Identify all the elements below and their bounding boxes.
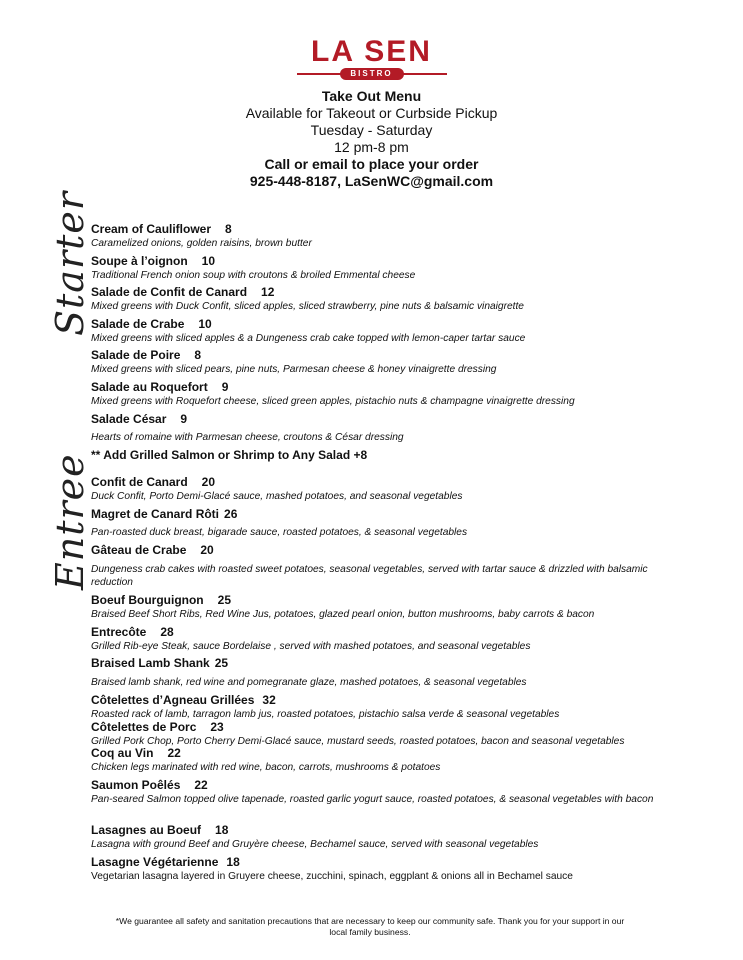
menu-item [91,412,711,444]
item-desc: Duck Confit, Porto Demi-Glacé sauce, mashed potatoes, and seasonal vegetables [91,491,463,502]
menu-item [91,625,711,653]
item-desc: Dungeness crab cakes with roasted sweet potatoes, seasonal vegetables, served with tartar sauce & drizzled with balsamic reduction [91,564,648,588]
item-price: 32 [262,693,276,707]
item-name: Confit de Canard [91,475,188,489]
menu-item [91,475,711,503]
safety-footnote: *We guarantee all safety and sanitation precautions that are necessary to keep our community safe. Thank you for your support in our local family business. [115,916,625,937]
item-name: Salade de Poire [91,348,181,362]
item-desc: Caramelized onions, golden raisins, brown butter [91,238,312,249]
menu-item [91,317,711,345]
item-desc: Braised Beef Short Ribs, Red Wine Jus, potatoes, glazed pearl onion, button mushrooms, baby carrots & bacon [91,609,595,620]
item-price: 8 [194,348,202,362]
item-price: 25 [217,593,231,607]
menu-item [91,656,711,689]
item-name: Saumon Poêlés [91,778,181,792]
starter-section-title: Starter [48,190,92,336]
item-desc: Hearts of romaine with Parmesan cheese, croutons & César dressing [91,432,404,443]
item-name: Soupe à l’oignon [91,254,188,268]
item-price: 10 [198,317,212,331]
item-name: Coq au Vin [91,746,154,760]
menu-item [91,380,711,408]
logo-sub: BISTRO [340,68,404,80]
menu-item [91,720,711,748]
entree-section-title: Entree [48,453,92,590]
item-price: 18 [226,855,240,869]
item-price: 9 [180,412,188,426]
item-price: 26 [224,507,238,521]
item-name: Côtelettes d’Agneau Grillées [91,693,255,707]
item-name: Boeuf Bourguignon [91,593,204,607]
item-price: 20 [200,543,214,557]
item-desc: Mixed greens with Roquefort cheese, sliced green apples, pistachio nuts & champagne vinaigrette dressing [91,396,575,407]
item-name: Lasagnes au Boeuf [91,823,202,837]
item-price: 28 [160,625,174,639]
item-desc: Braised lamb shank, red wine and pomegranate glaze, mashed potatoes, & seasonal vegetables [91,677,527,688]
item-name: Côtelettes de Porc [91,720,197,734]
item-desc: Pan-seared Salmon topped olive tapenade, roasted garlic yogurt sauce, roasted potatoes, & seasonal vegetables with bacon [91,794,654,805]
item-price: 23 [210,720,224,734]
item-price: 18 [215,823,229,837]
call-line: Call or email to place your order [264,156,479,172]
item-price: 9 [221,380,229,394]
item-name: Cream of Cauliflower [91,222,212,236]
item-desc: Mixed greens with sliced apples & a Dungeness crab cake topped with lemon-caper tartar sauce [91,333,526,344]
item-desc: Mixed greens with sliced pears, pine nuts, Parmesan cheese & honey vinaigrette dressing [91,364,497,375]
menu-item [91,746,711,774]
hours-line: 12 pm-8 pm [334,139,409,155]
item-price: 12 [261,285,275,299]
item-name: Salade de Crabe [91,317,185,331]
salad-addon-note: ** Add Grilled Salmon or Shrimp to Any Salad +8 [91,448,368,462]
item-desc: Grilled Pork Chop, Porto Cherry Demi-Glacé sauce, mustard seeds, roasted potatoes, bacon and seasonal vegetables [91,736,625,747]
menu-item [91,348,711,376]
item-price: 10 [201,254,216,268]
item-desc: Vegetarian lasagna layered in Gruyere cheese, zucchini, spinach, eggplant & onions all in Bechamel sauce [91,871,573,882]
menu-item [91,285,711,313]
availability-line: Available for Takeout or Curbside Pickup [245,105,498,121]
menu-item [91,507,711,539]
menu-item [91,254,711,282]
menu-item [91,693,711,721]
item-name: Salade au Roquefort [91,380,208,394]
item-desc: Traditional French onion soup with croutons & broiled Emmental cheese [91,270,416,281]
item-price: 22 [194,778,208,792]
menu-item [91,778,711,806]
item-price: 25 [214,656,229,670]
item-desc: Lasagna with ground Beef and Gruyère cheese, Bechamel sauce, served with seasonal vegetables [91,839,539,850]
item-desc: Roasted rack of lamb, tarragon lamb jus, roasted potatoes, pistachio salsa verde & seasonal vegetables [91,709,560,720]
item-desc: Grilled Rib-eye Steak, sauce Bordelaise , served with mashed potatoes, and seasonal vegetables [91,641,531,652]
item-name: Braised Lamb Shank [91,656,210,670]
menu-item [91,543,711,589]
item-name: Magret de Canard Rôti [91,507,220,521]
menu-title: Take Out Menu [321,88,422,104]
item-name: Lasagne Végétarienne [91,855,219,869]
item-desc: Mixed greens with Duck Confit, sliced apples, sliced strawberry, pine nuts & balsamic vinaigrette [91,301,524,312]
item-price: 22 [167,746,181,760]
item-name: Salade César [91,412,167,426]
days-line: Tuesday - Saturday [310,122,433,138]
menu-item [91,855,711,883]
item-name: Entrecôte [91,625,147,639]
item-price: 8 [225,222,232,236]
logo [0,36,743,80]
item-price: 20 [201,475,216,489]
logo-name: LA SEN [311,35,432,68]
menu-header [0,88,743,190]
menu-item [91,593,711,621]
menu-item [91,823,711,851]
item-name: Gâteau de Crabe [91,543,187,557]
logo-bar [297,68,447,80]
item-name: Salade de Confit de Canard [91,285,248,299]
menu-item [91,222,711,250]
contact-line: 925-448-8187, LaSenWC@gmail.com [249,173,494,189]
item-desc: Chicken legs marinated with red wine, bacon, carrots, mushrooms & potatoes [91,762,441,773]
item-desc: Pan-roasted duck breast, bigarade sauce, roasted potatoes, & seasonal vegetables [91,527,468,538]
